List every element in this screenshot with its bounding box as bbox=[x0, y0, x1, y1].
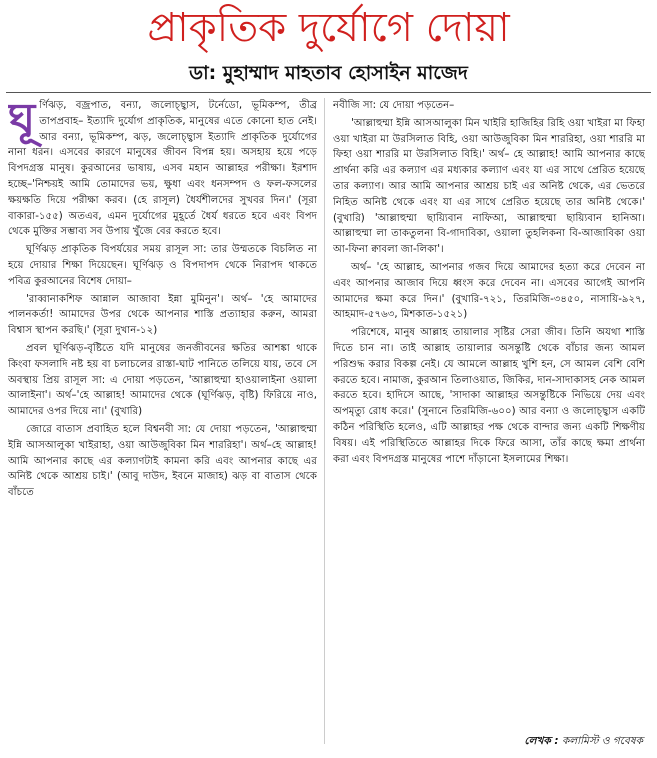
drop-cap: ঘূ bbox=[8, 98, 36, 145]
author-credit bbox=[524, 734, 643, 751]
author-description: কলামিস্ট ও গবেষক bbox=[561, 735, 643, 747]
paragraph: পরিশেষে, মানুষ আল্লাহ তায়ালার সৃষ্টির সেরা জীব। তিনি অযথা শাস্তি দিতে চান না। তাই আল্লাহ তায়ালার অসন্তুষ্টি থেকে বাঁচার জন্য আমল পরিশুদ্ধ করার বিকল্প নেই। যে আমলে আল্লাহ খুশি হন, সে আমল বেশি বেশি করতে হবে। নামাজ, কুরআন তিলাওয়াত, জিকির, দান-সাদাকাসহ নেক আমল করতে হবে। হাদিসে আছে, 'সাদাকা আল্লাহর অসন্তুষ্টিকে নিভিয়ে দেয় এবং অপমৃত্যু রোধ করে।' (সুনানে তিরমিজি-৬০০) আর বন্যা ও জলোচ্ছ্বাস একটি কঠিন পরিস্থিতি হলেও, এটি আল্লাহর পক্ষ থেকে বান্দার জন্য একটি শিক্ষণীয় বিষয়। এই পরিস্থিতিতে আল্লাহর দিকে ফিরে আসা, তাঁর কাছে ক্ষমা প্রার্থনা করা এবং বিপদগ্রস্ত মানুষের পাশে দাঁড়ানো ইসলামের শিক্ষা। bbox=[333, 327, 645, 465]
header-divider bbox=[6, 92, 651, 93]
paragraph-intro-text: র্ণিঝড়, বজ্রপাত, বন্যা, জলোচ্ছ্বাস, টর্নেডো, ভূমিকম্প, তীব্র তাপপ্রবাহ– ইত্যাদি দুর্যোগ প্রাকৃতিক, মানুষের এতে কোনো হাত নেই। আর বন্যা, ভূমিকম্প, ঝড়, জলোচ্ছ্বাস ইত্যাদি প্রাকৃতিক দুর্যোগের নানা ধরন। এসবের কারণে মানুষের জীবন বিপন্ন হয়। অসহায় হয়ে পড়ে বিপদগ্রস্ত মানুষ। কুরআনের ভাষায়, এসব মহান আল্লাহর পরীক্ষা। ইরশাদ হচ্ছে–'নিশ্চয়ই আমি তোমাদের ভয়, ক্ষুধা এবং ধনসম্পদ ও ফল-ফসলের ক্ষয়ক্ষতি দিয়ে পরীক্ষা করব। (হে রাসূল) ধৈর্যশীলদের সুখবর দিন।' (সূরা বাকারা-১৫৫) অতএব, এমন দুর্যোগের মুহূর্তে ধৈর্য ধরতে হবে এবং বিপদ থেকে মুক্তির সম্ভাব্য সব উপায় খুঁজে বের করতে হবে। bbox=[8, 100, 317, 238]
paragraph: জোরে বাতাস প্রবাহিত হলে বিশ্বনবী সা: যে দোয়া পড়তেন, 'আল্লাহুম্মা ইন্নি আসআলুকা খাইরাহা, ওয়া আউজুবিকা মিন শাররিহা'। অর্থ–হে আল্লাহ! আমি আপনার কাছে এর কল্যাণটাই কামনা করি এবং আপনার কাছে এর অনিষ্ট থেকে আশ্রয় চাই।' (আবু দাউদ, ইবনে মাজাহ) ঝড় বা বাতাস থেকে বাঁচতে bbox=[8, 423, 317, 499]
paragraph: 'আল্লাহুম্মা ইন্নি আসআলুকা মিন খাইরি হাজিহির রিহি ওয়া খাইরা মা ফিহা ওয়া খাইরা মা উরসিলাত বিহি, ওয়া আউজুবিকা মিন শাররিহা, ওয়া শাররি মা ফিহা ওয়া শাররি মা উরসিলাত বিহি।' অর্থ– হে আল্লাহ! আমি আপনার কাছে প্রার্থনা করি এর কল্যাণ এর মধ্যকার কল্যাণ এবং যা এর সাথে প্রেরিত হয়েছে তার কল্যাণ। আর আমি আপনার আশ্রয় চাই এর অনিষ্ট থেকে, এর ভেতরে নিহিত অনিষ্ট থেকে এবং যা এর সাথে প্রেরিত হয়েছে তার অনিষ্ট থেকে।' (বুখারি) 'আল্লাহুম্মা ছায়্যিবান নাফিআ, আল্লাহুম্মা ছায়্যিবান হানিআ। আল্লাহুম্মা লা তাকতুলনা বি-গাদাবিকা, ওয়ালা তুহলিকনা বি-আজাবিকা ওয়া আ-ফিনা ক্বাবলা জা-লিকা'। bbox=[333, 117, 645, 256]
paragraph: নবীজি সা: যে দোয়া পড়তেন– bbox=[333, 100, 455, 111]
paragraph: 'রাব্বানাকশিফ আন্নাল আজাবা ইন্না মুমিনুন'। অর্থ– 'হে আমাদের পালনকর্তা! আমাদের উপর থেকে আপনার শাস্তি প্রত্যাহার করুন, আমরা বিশ্বাস স্থাপন করছি।' (সূরা দুখান-১২) bbox=[8, 293, 317, 337]
paragraph-intro bbox=[8, 98, 317, 240]
article-title: প্রাকৃতিক দুর্যোগে দোয়া bbox=[147, 5, 510, 51]
author-label: লেখক : bbox=[524, 735, 559, 747]
paragraph: ঘূর্ণিঝড় প্রাকৃতিক বিপর্যয়ের সময় রাসূল সা: তার উম্মতকে বিচলিত না হয়ে দোয়ার শিক্ষা দিয়েছেন। ঘূর্ণিঝড় ও বিপদাপদ থেকে নিরাপদ থাকতে পবিত্র কুরআনের বিশেষ দোয়া– bbox=[8, 244, 317, 287]
author-byline: ডা: মুহাম্মাদ মাহতাব হোসাইন মাজেদ bbox=[189, 62, 468, 84]
right-column bbox=[333, 98, 645, 740]
paragraph: প্রবল ঘূর্ণিঝড়-বৃষ্টিতে যদি মানুষের জনজীবনের ক্ষতির আশঙ্কা থাকে কিংবা ফসলাদি নষ্ট হয় বা চলাচলের রাস্তা-ঘাট পানিতে তলিয়ে যায়, তবে সে অবস্থায় প্রিয় রাসূল সা: এ দোয়া পড়তেন, 'আল্লাহুম্মা হাওয়ালাইনা ওয়ালা আলাইনা'। অর্থ–'হে আল্লাহ! আমাদের থেকে (ঘূর্ণিঝড়, বৃষ্টি) ফিরিয়ে নাও, আমাদের ওপর দিয়ে না।' (বুখারি) bbox=[8, 342, 317, 418]
paragraph: অর্থ– 'হে আল্লাহ, আপনার গজব দিয়ে আমাদের হত্যা করে দেবেন না এবং আপনার আজাব দিয়ে ধ্বংস করে দেবেন না। এসবের আগেই আপনি আমাদের ক্ষমা করে দিন।' (বুখারি-৭২১, তিরমিজি-৩৪৫০, নাসায়ি-৯২৭, আহমাদ-৫৭৬৩, মিশকাত-১৫২১) bbox=[333, 261, 645, 321]
left-column bbox=[8, 98, 317, 740]
column-divider bbox=[324, 98, 325, 744]
